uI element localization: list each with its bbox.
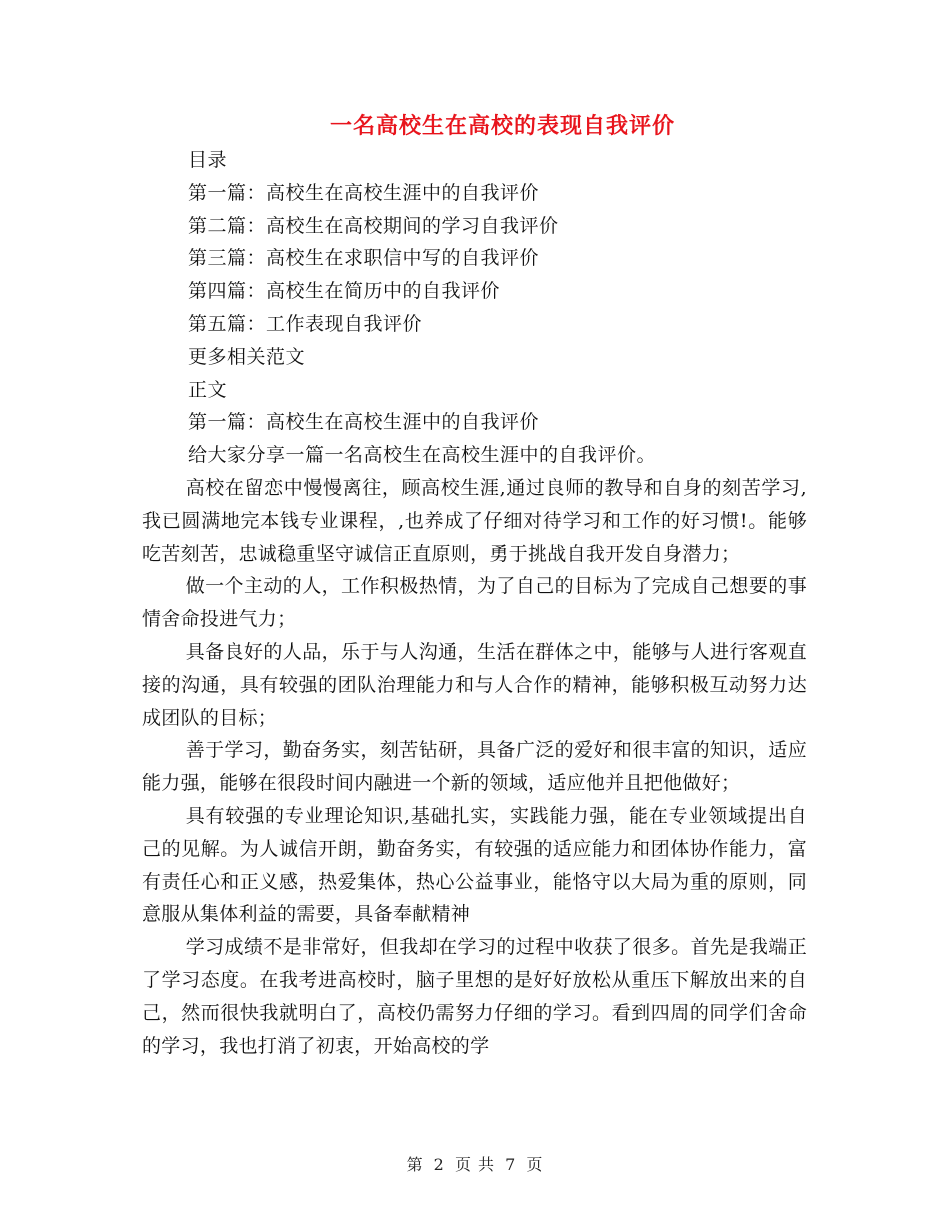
toc-item-4: 第四篇：高校生在简历中的自我评价 xyxy=(188,280,501,303)
paragraph-1: 高校在留恋中慢慢离往，顾高校生涯,通过良师的教导和自身的刻苦学习,我已圆满地完本钱专业课程，,也养成了仔细对待学习和工作的好习惯!。能够吃苦刻苦，忠诚稳重坚守诚信正直原则，勇于挑战自我开发自身潜力； xyxy=(142,477,807,565)
toc-item-5: 第五篇：工作表现自我评价 xyxy=(188,312,423,335)
footer-middle: 页 共 xyxy=(454,1155,496,1174)
paragraph-6: 学习成绩不是非常好，但我却在学习的过程中收获了很多。首先是我端正了学习态度。在我考进高校时，脑子里想的是好好放松从重压下解放出来的自己，然而很快我就明白了，高校仍需努力仔细的学习。看到四周的同学们舍命的学习，我也打消了初衷，开始高校的学 xyxy=(142,936,807,1057)
footer-suffix: 页 xyxy=(526,1155,544,1174)
paragraph-2: 做一个主动的人，工作积极热情，为了自己的目标为了完成自己想要的事情舍命投进气力； xyxy=(142,575,807,631)
toc-more-link: 更多相关范文 xyxy=(188,345,306,368)
body-heading: 正文 xyxy=(188,378,228,401)
section-heading-1: 第一篇：高校生在高校生涯中的自我评价 xyxy=(188,411,540,434)
table-of-contents xyxy=(188,144,808,472)
paragraph-5: 具有较强的专业理论知识,基础扎实，实践能力强，能在专业领域提出自己的见解。为人诚信开朗，勤奋务实，有较强的适应能力和团体协作能力，富有责任心和正义感，热爱集体，热心公益事业，能恪守以大局为重的原则，同意服从集体利益的需要，具备奉献精神 xyxy=(142,804,807,926)
footer-page-number: 2 xyxy=(433,1155,445,1174)
toc-item-3: 第三篇：高校生在求职信中写的自我评价 xyxy=(188,247,540,270)
toc-item-2: 第二篇：高校生在高校期间的学习自我评价 xyxy=(188,214,559,237)
page-footer xyxy=(0,1152,950,1175)
toc-item-1: 第一篇：高校生在高校生涯中的自我评价 xyxy=(188,181,540,204)
body-text xyxy=(142,472,807,1062)
document-title: 一名高校生在高校的表现自我评价 xyxy=(329,113,675,139)
footer-total-pages: 7 xyxy=(505,1155,517,1174)
paragraph-3: 具备良好的人品，乐于与人沟通，生活在群体之中，能够与人进行客观直接的沟通，具有较强的团队治理能力和与人合作的精神，能够积极互动努力达成团队的目标； xyxy=(142,640,807,729)
paragraph-4: 善于学习，勤奋务实，刻苦钻研，具备广泛的爱好和很丰富的知识，适应能力强，能够在很段时间内融进一个新的领域，适应他并且把他做好； xyxy=(142,739,807,795)
toc-heading: 目录 xyxy=(188,149,228,171)
section-intro: 给大家分享一篇一名高校生在高校生涯中的自我评价。 xyxy=(188,444,657,467)
footer-prefix: 第 xyxy=(406,1155,424,1174)
